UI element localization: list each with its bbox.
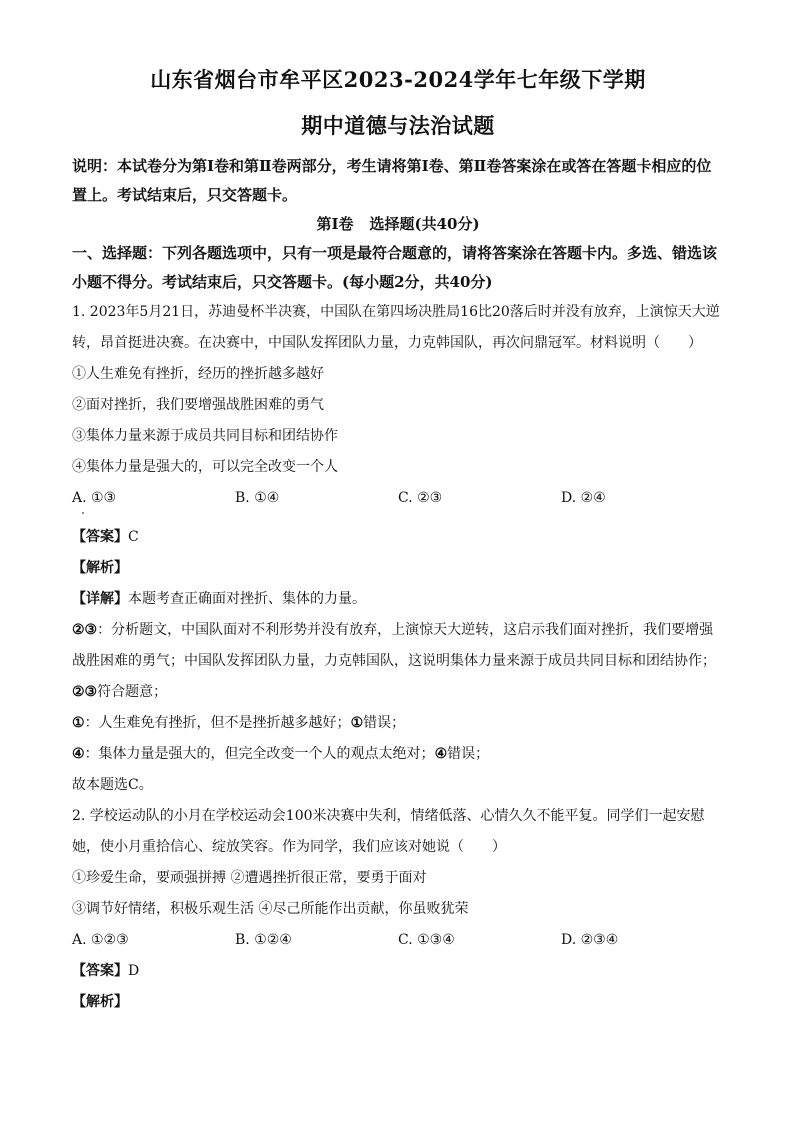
reasoning-marker: ②③ [72,622,98,638]
analysis-tag: 【解析】 [72,994,128,1010]
reasoning-paragraph [72,708,724,739]
analysis-line [72,987,724,1018]
exam-page [72,62,724,1018]
section-name: 选择题(共40分) [369,215,480,233]
statement-item: ①人生难免有挫折，经历的挫折越多越好 [72,366,324,382]
reasoning-marker: ④ [434,746,448,762]
reasoning-text: ：集体力量是强大的，但完全改变一个人的观点太绝对； [84,746,435,762]
answer-tag: 【答案】 [72,963,128,979]
answer-options [72,925,724,956]
detail-line [72,584,724,615]
exam-title-line2: 期中道德与法治试题 [301,113,495,138]
exam-instructions-note: 说明：本试卷分为第Ⅰ卷和第Ⅱ卷两部分，考生请将第Ⅰ卷、第Ⅱ卷答案涂在或答在答题卡相应的位置上。考试结束后，只交答题卡。 [72,157,712,204]
reasoning-text: 符合题意； [97,684,168,700]
reasoning-marker: ① [350,715,364,731]
question-stem: 1. 2023年5月21日，苏迪曼杯半决赛，中国队在第四场决胜局16比20落后时并没有放弃，上演惊天大逆转，昂首挺进决赛。在决赛中，中国队发挥团队力量，力克韩国队，再次问鼎冠军。材料说明（ ） [72,304,720,351]
reasoning-text: ：人生难免有挫折，但不是挫折越多越好； [84,715,351,731]
detail-tag: 【详解】 [72,591,128,607]
section-heading [72,210,724,239]
answer-line [72,956,724,987]
exam-title-line1: 山东省烟台市牟平区2023-2024学年七年级下学期 [150,67,646,92]
stray-dot-mark [82,512,84,514]
analysis-line [72,553,724,584]
reasoning-text: 错误； [363,715,406,731]
question-2 [72,801,724,1018]
answer-line [72,522,724,553]
question-stem: 2. 学校运动队的小月在学校运动会100米决赛中失利，情绪低落、心情久久不能平复。同学们一起安慰她，使小月重拾信心、绽放笑容。作为同学，我们应该对她说（ ） [72,808,705,855]
reasoning-marker: ④ [72,746,85,762]
option-a: A. ①②③ [72,932,129,948]
section-instruction: 一、选择题：下列各题选项中，只有一项是最符合题意的，请将答案涂在答题卡内。多选、错选该小题不得分。考试结束后，只交答题卡。(每小题2分，共40分) [72,244,718,291]
statement-item: ①珍爱生命，要顽强拼搏 ②遭遇挫折很正常，要勇于面对 [72,870,427,886]
detail-text: 本题考查正确面对挫折、集体的力量。 [128,591,366,607]
reasoning-text: 错误； [447,746,490,762]
option-c: C. ①③④ [398,932,455,948]
answer-value: D [128,963,140,979]
statement-item: ④集体力量是强大的，可以完全改变一个人 [72,459,338,475]
reasoning-marker: ① [72,715,85,731]
statement-item: ②面对挫折，我们要增强战胜困难的勇气 [72,397,324,413]
option-b: B. ①②④ [235,932,292,948]
reasoning-marker: ②③ [72,684,98,700]
conclusion-line: 故本题选C。 [72,777,153,793]
section-volume: 第Ⅰ卷 [316,215,354,233]
answer-value: C [128,529,139,545]
statement-item: ③集体力量来源于成员共同目标和团结协作 [72,428,338,444]
analysis-tag: 【解析】 [72,560,128,576]
option-d: D. ②④ [561,490,606,506]
statement-item: ③调节好情绪，积极乐观生活 ④尽己所能作出贡献，你虽败犹荣 [72,901,469,917]
option-d: D. ②③④ [561,932,619,948]
option-b: B. ①④ [235,490,280,506]
option-a: A. ①③ [72,490,117,506]
reasoning-paragraph [72,739,724,770]
question-1 [72,297,724,801]
reasoning-text: ：分析题文，中国队面对不利形势并没有放弃，上演惊天大逆转，这启示我们面对挫折，我们要增强战胜困难的勇气；中国队发挥团队力量，力克韩国队，这说明集体力量来源于成员共同目标和团结协作； [72,622,716,669]
answer-options [72,483,724,514]
answer-tag: 【答案】 [72,529,128,545]
option-c: C. ②③ [398,490,443,506]
reasoning-paragraph [72,615,724,708]
